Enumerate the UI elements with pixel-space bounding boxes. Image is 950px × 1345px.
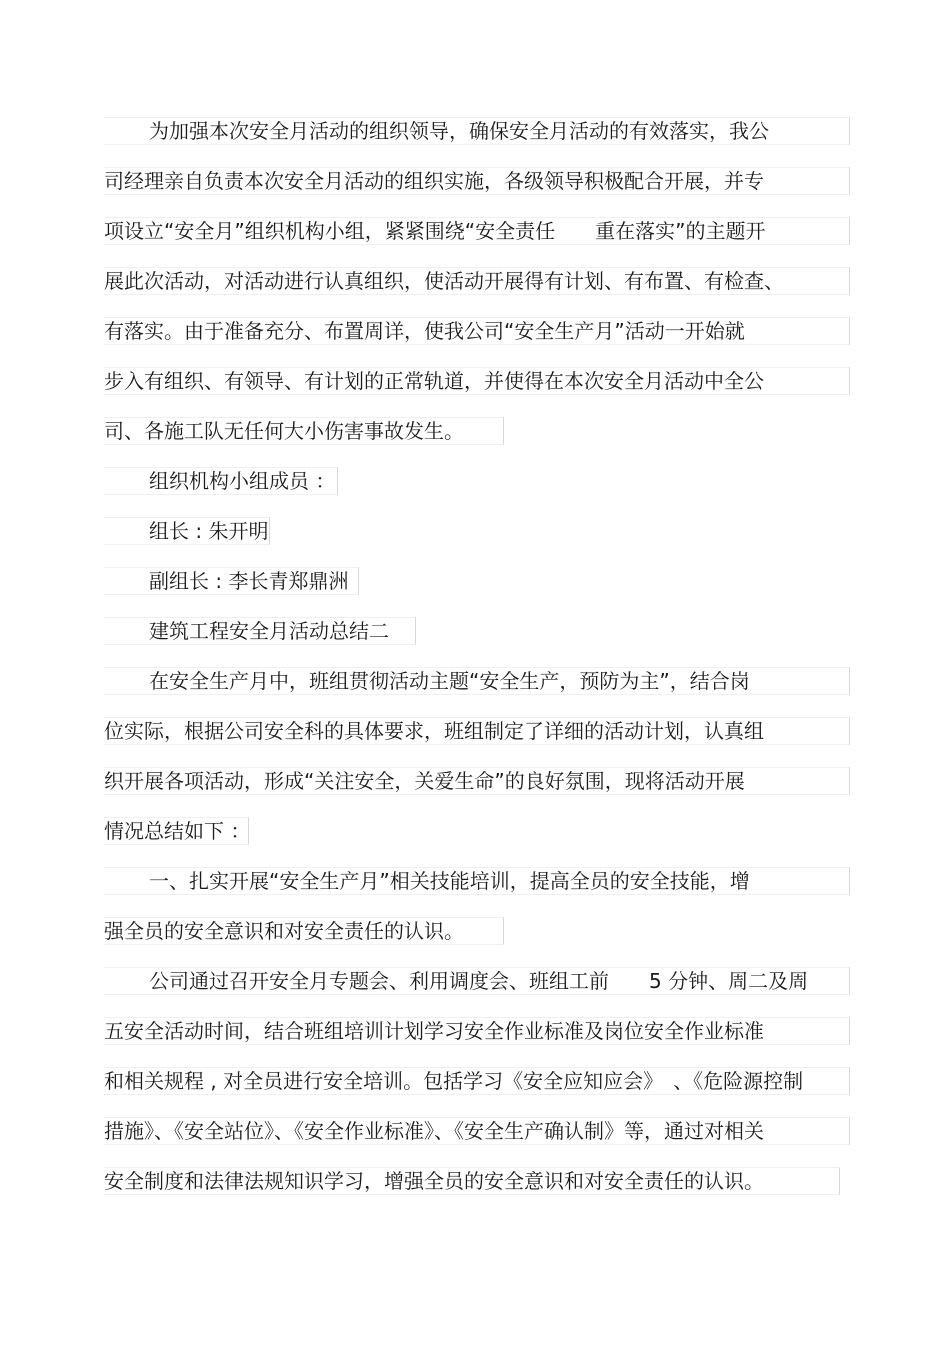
leader-line: 组长 : 朱开明 — [104, 517, 270, 545]
paragraph-line: 为加强本次安全月活动的组织领导，确保安全月活动的有效落实，我公 — [104, 117, 850, 145]
paragraph-line: 措施》、《安全站位》、《安全作业标准》、《安全生产确认制》等，通过对相关 — [104, 1117, 850, 1145]
paragraph-line: 展此次活动，对活动进行认真组织，使活动开展得有计划、有布置、有检查、 — [104, 267, 850, 295]
section-label: 组织机构小组成员 ： — [104, 467, 338, 495]
paragraph-line: 司、各施工队无任何大小伤害事故发生。 — [104, 417, 504, 445]
paragraph-line: 五安全活动时间，结合班组培训计划学习安全作业标准及岗位安全作业标准 — [104, 1017, 850, 1045]
deputy-leader-line: 副组长 : 李长青郑鼎洲 — [104, 567, 359, 595]
paragraph-line: 强全员的安全意识和对安全责任的认识。 — [104, 917, 504, 945]
paragraph-line: 司经理亲自负责本次安全月活动的组织实施，各级领导积极配合开展，并专 — [104, 167, 850, 195]
paragraph-line: 步入有组织、有领导、有计划的正常轨道，并使得在本次安全月活动中全公 — [104, 367, 850, 395]
paragraph-line: 项设立“安全月”组织机构小组，紧紧围绕“安全责任 重在落实”的主题开 — [104, 217, 850, 245]
paragraph-line: 情况总结如下 ： — [104, 819, 251, 843]
paragraph-line: 位实际，根据公司安全科的具体要求，班组制定了详细的活动计划，认真组 — [104, 717, 850, 745]
section-heading: 建筑工程安全月活动总结二 — [104, 617, 416, 645]
paragraph-line: 公司通过召开安全月专题会、利用调度会、班组工前 5 分钟、周二及周 — [104, 967, 850, 995]
paragraph-line: 有落实。由于准备充分、布置周详，使我公司“安全生产月”活动一开始就 — [104, 317, 850, 345]
paragraph-line: 安全制度和法律法规知识学习，增强全员的安全意识和对安全责任的认识。 — [104, 1167, 840, 1195]
paragraph-line: 一、扎实开展“安全生产月”相关技能培训，提高全员的安全技能，增 — [104, 867, 850, 895]
paragraph-line: 织开展各项活动，形成“关注安全，关爱生命”的良好氛围，现将活动开展 — [104, 767, 850, 795]
paragraph-line: 在安全生产月中，班组贯彻活动主题“安全生产，预防为主”，结合岗 — [104, 667, 850, 695]
paragraph-line: 和相关规程 , 对全员进行安全培训。包括学习《安全应知应会》 、《危险源控制 — [104, 1067, 850, 1095]
